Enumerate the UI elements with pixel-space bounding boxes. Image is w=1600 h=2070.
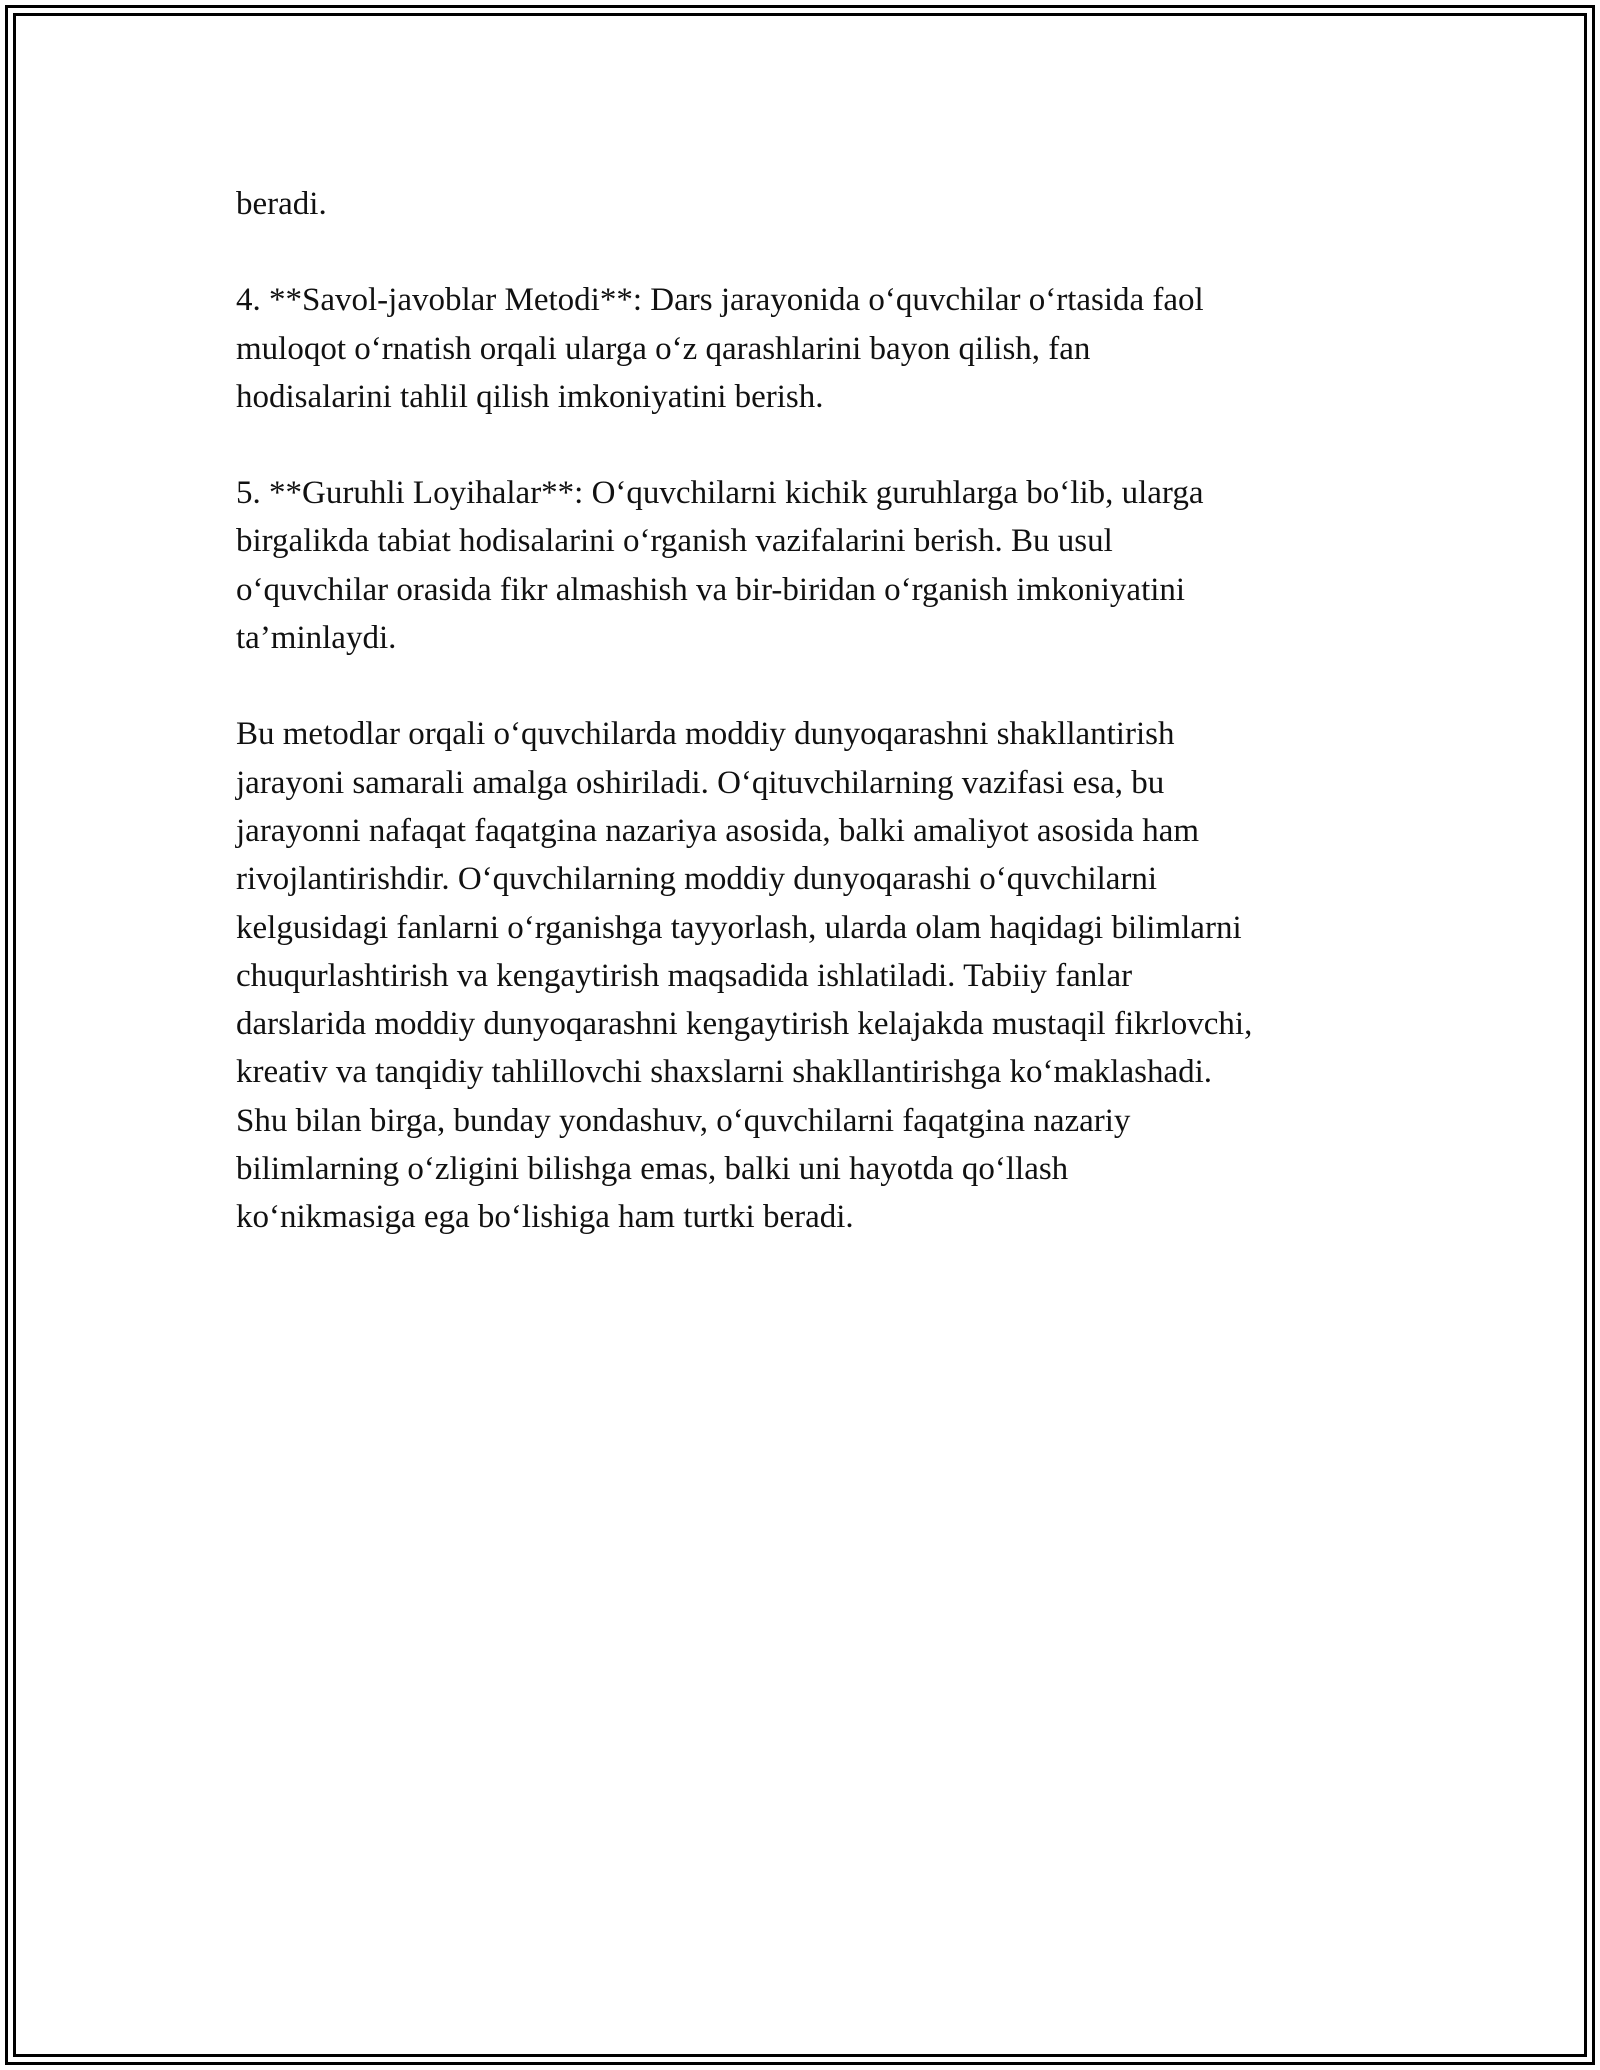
text-line: o‘quvchilar orasida fikr almashish va bir-biridan o‘rganish imkoniyatini xyxy=(236,571,1186,608)
paragraph-conclusion xyxy=(236,710,1386,1241)
text-line: 4. **Savol-javoblar Metodi**: Dars jarayonida o‘quvchilar o‘rtasida faol xyxy=(236,282,1204,319)
paragraph-item-5 xyxy=(236,469,1386,662)
text-line: darslarida moddiy dunyoqarashni kengaytirish kelajakda mustaqil fikrlovchi, xyxy=(236,1006,1253,1043)
text-line: muloqot o‘rnatish orqali ularga o‘z qarashlarini bayon qilish, fan xyxy=(236,330,1091,367)
text-line: jarayonni nafaqat faqatgina nazariya asosida, balki amaliyot asosida ham xyxy=(236,812,1200,849)
text-line: chuqurlashtirish va kengaytirish maqsadida ishlatiladi. Tabiiy fanlar xyxy=(236,957,1133,994)
text-line: 5. **Guruhli Loyihalar**: O‘quvchilarni kichik guruhlarga bo‘lib, ularga xyxy=(236,475,1204,512)
text-line: ko‘nikmasiga ega bo‘lishiga ham turtki beradi. xyxy=(236,1199,854,1236)
text-line: Bu metodlar orqali o‘quvchilarda moddiy dunyoqarashni shakllantirish xyxy=(236,716,1175,753)
text-line: kelgusidagi fanlarni o‘rganishga tayyorlash, ularda olam haqidagi bilimlarni xyxy=(236,909,1242,946)
text-line: Shu bilan birga, bunday yondashuv, o‘quvchilarni faqatgina nazariy xyxy=(236,1102,1131,1139)
paragraph-item-4 xyxy=(236,276,1386,421)
text-line: jarayoni samarali amalga oshiriladi. O‘qituvchilarning vazifasi esa, bu xyxy=(236,764,1165,801)
text-line: rivojlantirishdir. O‘quvchilarning moddiy dunyoqarashi o‘quvchilarni xyxy=(236,861,1158,898)
text-line: beradi. xyxy=(236,186,327,222)
text-line: birgalikda tabiat hodisalarini o‘rganish vazifalarini berish. Bu usul xyxy=(236,523,1113,560)
paragraph-continuation xyxy=(236,180,1386,228)
text-line: hodisalarini tahlil qilish imkoniyatini berish. xyxy=(236,378,824,415)
text-line: bilimlarning o‘zligini bilishga emas, balki uni hayotda qo‘llash xyxy=(236,1151,1069,1188)
document-body xyxy=(236,180,1386,1290)
text-line: kreativ va tanqidiy tahlillovchi shaxslarni shakllantirishga ko‘maklashadi. xyxy=(236,1054,1213,1091)
text-line: ta’minlaydi. xyxy=(236,620,397,657)
